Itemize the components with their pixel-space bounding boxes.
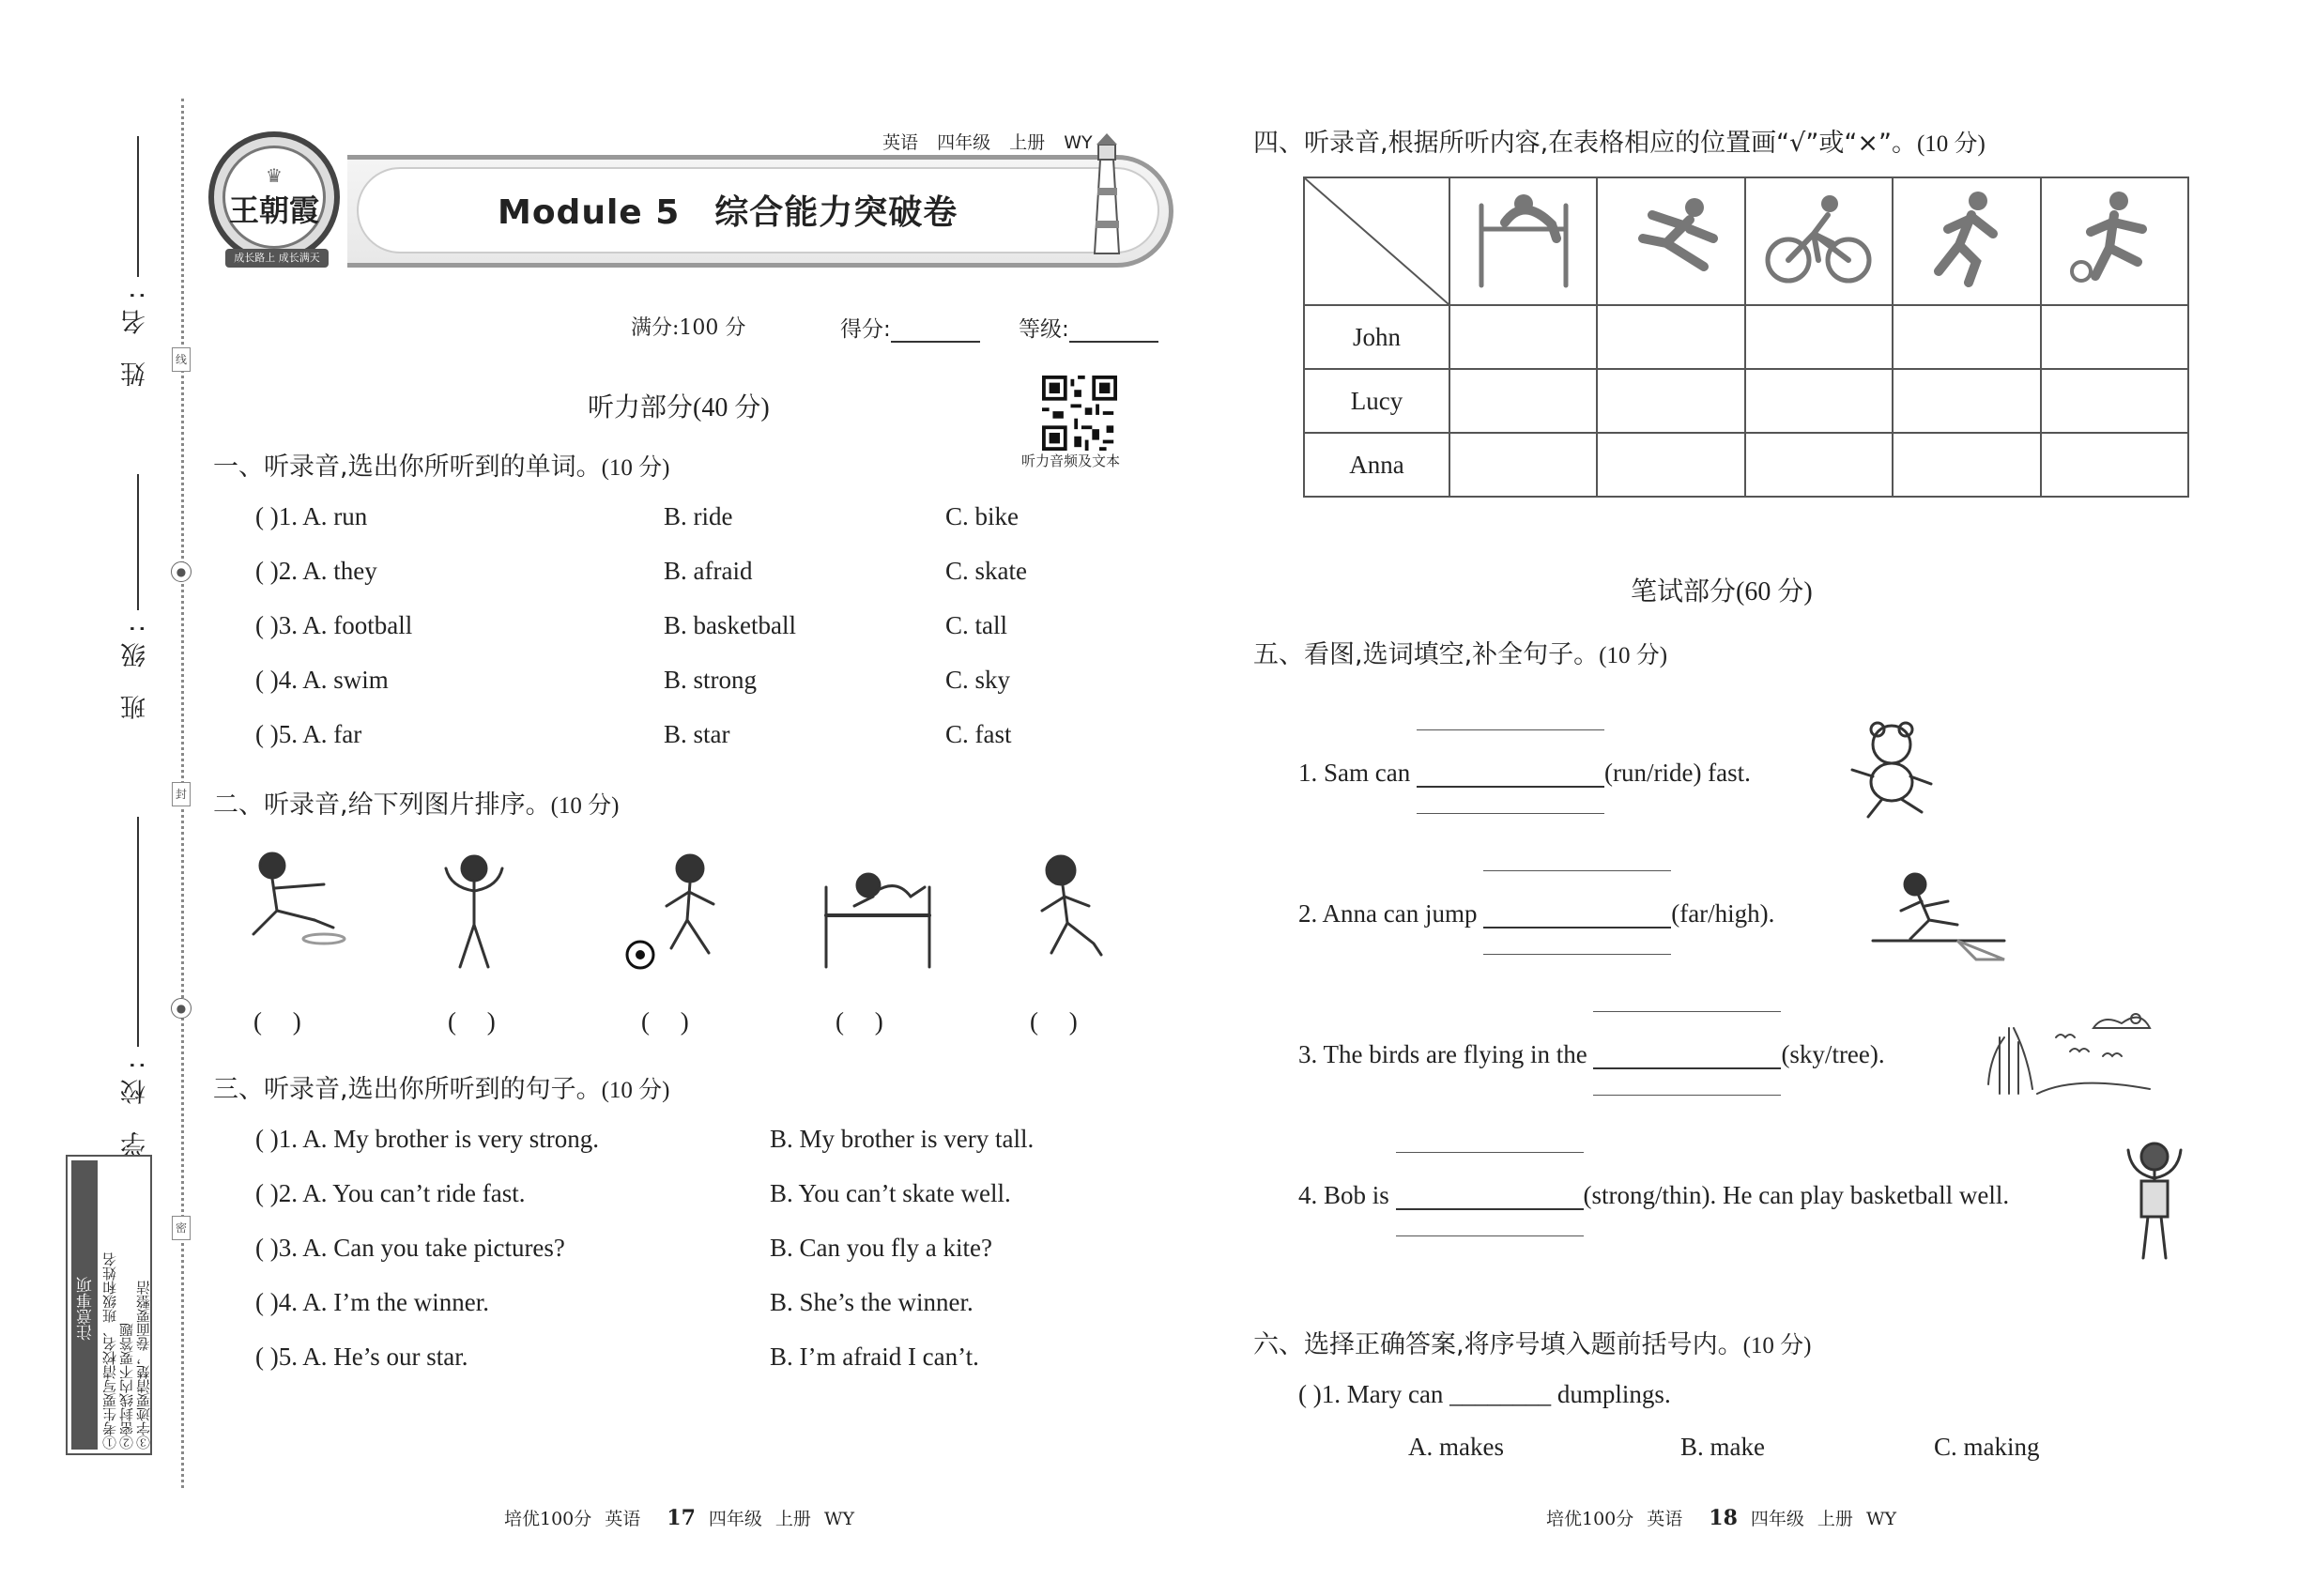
cell-lucy-4[interactable]: [1893, 369, 2040, 433]
s1-q2-a[interactable]: ( )2. A. they: [255, 557, 377, 585]
s1-q2-b: B. afraid: [664, 557, 753, 585]
s3-q2-b: B. You can’t skate well.: [770, 1179, 1011, 1207]
notice-item-3: ③字迹要清楚，卷面要整洁: [135, 1281, 152, 1450]
running-icon: [1910, 187, 2023, 290]
qr-label: 听力音频及文本: [1021, 453, 1121, 469]
seal-mark-line: 线: [172, 347, 191, 372]
cell-anna-5[interactable]: [2041, 433, 2188, 497]
row-name-lucy: Lucy: [1304, 369, 1449, 433]
tag-grade: 四年级: [937, 132, 991, 153]
written-part-title: 笔试部分(60 分): [1631, 575, 1813, 606]
s3-q3-a[interactable]: ( )3. A. Can you take pictures?: [255, 1234, 565, 1262]
grade-field: [1019, 312, 1158, 343]
cell-john-3[interactable]: [1745, 305, 1893, 369]
notice-box: [66, 1155, 152, 1455]
s2-answer-1[interactable]: ( ): [253, 1007, 301, 1036]
cell-anna-4[interactable]: [1893, 433, 2040, 497]
s6-q1[interactable]: ( )1. Mary can ________ dumplings.: [1298, 1380, 1671, 1408]
s2-answer-4[interactable]: ( ): [836, 1007, 883, 1036]
qr-code-icon[interactable]: [1042, 376, 1117, 451]
s5-q2: 2. Anna can jump (far/high).: [1298, 899, 1775, 928]
cell-lucy-2[interactable]: [1597, 369, 1744, 433]
s1-q1-b: B. ride: [664, 502, 733, 530]
s5-q4: 4. Bob is (strong/thin). He can play basketball well.: [1298, 1181, 2010, 1209]
tag-subject: 英语: [882, 132, 919, 153]
football-boy-picture: [620, 850, 742, 972]
section-5-title: 五、看图,选词填空,补全句子。(10 分): [1253, 640, 1668, 669]
section-6-title: 六、选择正确答案,将序号填入题前括号内。(10 分): [1253, 1330, 1812, 1359]
score-blank[interactable]: [891, 318, 980, 343]
strong-boy-picture: [432, 850, 516, 972]
s1-q3-b: B. basketball: [664, 611, 796, 639]
s1-q4-a[interactable]: ( )4. A. swim: [255, 666, 389, 694]
cell-john-1[interactable]: [1449, 305, 1597, 369]
grade-blank[interactable]: [1069, 318, 1158, 343]
page-title: Module 5 综合能力突破卷: [498, 193, 958, 232]
cell-john-5[interactable]: [2041, 305, 2188, 369]
seal-circle-2: ●: [171, 998, 192, 1019]
footer-left: 培优100分 英语 17 四年级 上册 WY: [504, 1506, 855, 1530]
logo-motto: 成长路上 成长满天: [225, 249, 329, 268]
cycling-header: [1745, 177, 1893, 305]
cell-anna-2[interactable]: [1597, 433, 1744, 497]
s5-q3-blank[interactable]: [1593, 1041, 1781, 1069]
high-jump-icon: [1467, 187, 1580, 290]
tag-version: WY: [1064, 132, 1093, 153]
football-header: [2041, 177, 2188, 305]
football-icon: [2058, 187, 2170, 290]
notice-title: 注意事项: [71, 1160, 98, 1450]
long-jump-header: [1597, 177, 1744, 305]
subject-tags: [882, 129, 1093, 154]
s1-q1-c: C. bike: [945, 502, 1019, 530]
section-4-title: 四、听录音,根据所听内容,在表格相应的位置画“√”或“×”。(10 分): [1253, 129, 1986, 158]
sports-check-table: [1303, 176, 2189, 498]
footer-right: 培优100分 英语 18 四年级 上册 WY: [1546, 1506, 1897, 1530]
cell-john-4[interactable]: [1893, 305, 2040, 369]
seal-mark-seal: 封: [172, 782, 191, 806]
school-label: 学 校:: [121, 1051, 150, 1157]
listening-part-title: 听力部分(40 分): [588, 391, 770, 422]
s6-q1-option-c: C. making: [1934, 1433, 2040, 1461]
name-field[interactable]: [137, 136, 139, 277]
s1-q5-a[interactable]: ( )5. A. far: [255, 720, 362, 748]
class-label: 班 级:: [121, 615, 150, 720]
s3-q5-a[interactable]: ( )5. A. He’s our star.: [255, 1343, 468, 1371]
section-2-title: 二、听录音,给下列图片排序。(10 分): [213, 790, 620, 820]
s3-q1-a[interactable]: ( )1. A. My brother is very strong.: [255, 1125, 599, 1153]
class-field[interactable]: [137, 474, 139, 610]
section-3-title: 三、听录音,选出你所听到的句子。(10 分): [213, 1075, 670, 1104]
s3-q3-b: B. Can you fly a kite?: [770, 1234, 992, 1262]
s1-q4-c: C. sky: [945, 666, 1011, 694]
s3-q1-b: B. My brother is very tall.: [770, 1125, 1035, 1153]
s3-q4-a[interactable]: ( )4. A. I’m the winner.: [255, 1288, 489, 1316]
s1-q3-a[interactable]: ( )3. A. football: [255, 611, 413, 639]
running-boy-picture: [1019, 850, 1122, 972]
school-field[interactable]: [137, 817, 139, 1047]
birds-sky-picture: [1981, 1000, 2159, 1103]
cycling-icon: [1762, 187, 1875, 290]
s1-q1-a[interactable]: ( )1. A. run: [255, 502, 368, 530]
s3-q4-b: B. She’s the winner.: [770, 1288, 974, 1316]
notice-item-1: ①考生要写清校名、班级和姓名: [101, 1252, 118, 1450]
s3-q5-b: B. I’m afraid I can’t.: [770, 1343, 979, 1371]
s1-q3-c: C. tall: [945, 611, 1007, 639]
row-name-anna: Anna: [1304, 433, 1449, 497]
score-label: 得分:: [840, 317, 891, 342]
seal-circle-1: ●: [171, 561, 192, 582]
table-corner: [1304, 177, 1449, 305]
s1-q5-b: B. star: [664, 720, 730, 748]
long-jump-icon: [1615, 187, 1727, 290]
page-number-right: 18: [1709, 1506, 1738, 1530]
cell-lucy-1[interactable]: [1449, 369, 1597, 433]
strong-bob-picture: [2117, 1136, 2192, 1263]
s2-answer-5[interactable]: ( ): [1030, 1007, 1078, 1036]
s3-q2-a[interactable]: ( )2. A. You can’t ride fast.: [255, 1179, 526, 1207]
logo-name: 王朝霞: [228, 192, 319, 228]
cell-lucy-5[interactable]: [2041, 369, 2188, 433]
s6-q1-option-a: A. makes: [1408, 1433, 1504, 1461]
s5-q1-blank[interactable]: [1417, 760, 1604, 788]
cell-anna-3[interactable]: [1745, 433, 1893, 497]
s2-answer-3[interactable]: ( ): [641, 1007, 689, 1036]
full-score: 满分:100 分: [631, 316, 746, 340]
high-jump-girl-picture: [817, 850, 939, 972]
cell-john-2[interactable]: [1597, 305, 1744, 369]
jumping-girl-picture: [1863, 864, 2014, 967]
section-1-title: 一、听录音,选出你所听到的单词。(10 分): [213, 453, 670, 482]
grade-label: 等级:: [1019, 317, 1069, 342]
page-number-left: 17: [667, 1506, 696, 1530]
lighthouse-icon: [1089, 131, 1125, 258]
tag-term: 上册: [1009, 132, 1046, 153]
seal-mark-close: 密: [172, 1216, 191, 1240]
high-jump-header: [1449, 177, 1597, 305]
name-label: 姓 名:: [121, 282, 150, 387]
s5-q2-blank[interactable]: [1483, 900, 1671, 928]
s2-answer-2[interactable]: ( ): [448, 1007, 496, 1036]
row-name-john: John: [1304, 305, 1449, 369]
running-bear-picture: [1835, 718, 1948, 826]
crown-icon: ♛: [266, 164, 283, 187]
cell-anna-1[interactable]: [1449, 433, 1597, 497]
s6-q1-option-b: B. make: [1680, 1433, 1765, 1461]
cell-lucy-3[interactable]: [1745, 369, 1893, 433]
s5-q1: 1. Sam can (run/ride) fast.: [1298, 759, 1751, 787]
long-jump-boy-picture: [235, 845, 347, 958]
score-field: [840, 312, 980, 343]
notice-item-2: ②密封线内不要答题: [118, 1323, 135, 1450]
s1-q4-b: B. strong: [664, 666, 758, 694]
s1-q5-c: C. fast: [945, 720, 1012, 748]
brand-logo: [208, 131, 340, 263]
s1-q2-c: C. skate: [945, 557, 1027, 585]
s5-q3: 3. The birds are flying in the (sky/tree).: [1298, 1040, 1885, 1068]
running-header: [1893, 177, 2040, 305]
s5-q4-blank[interactable]: [1396, 1182, 1584, 1210]
